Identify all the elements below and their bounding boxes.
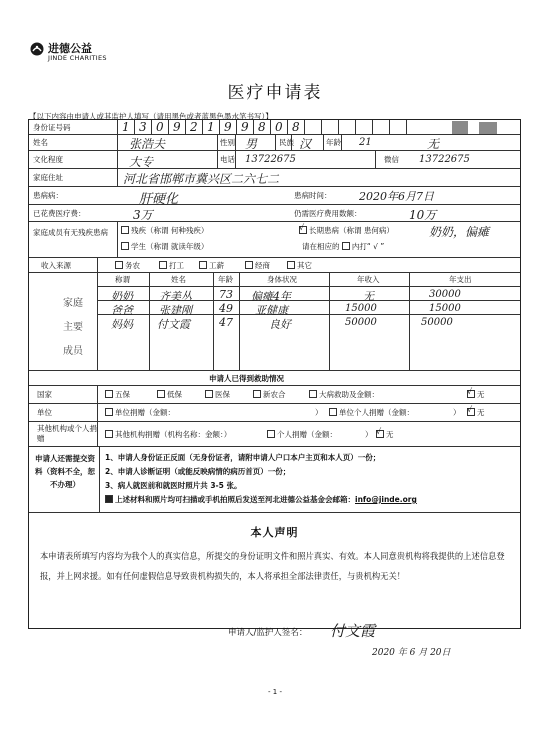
aid-header: 申请人已得到救助情况 [209, 374, 284, 383]
income-option-farming[interactable]: 务农 [115, 261, 140, 271]
value-spent: 3万 [133, 208, 153, 222]
form-title: 医疗申请表 [227, 83, 323, 103]
value-age: 21 [359, 137, 372, 148]
label-required-docs: 申请人还需提交资料（资料不全，恕不办理） [35, 454, 95, 489]
tick-hint: 请在相应的 内打“ √ ” [302, 242, 385, 251]
member-2-relation: 爸爸 [111, 304, 133, 317]
col-income: 年收入 [357, 275, 380, 284]
member-3-relation: 妈妈 [111, 318, 133, 331]
value-address: 河北省邯郸市冀兴区二六七二 [123, 172, 280, 186]
label-name: 姓名 [33, 138, 48, 147]
col-name: 姓名 [171, 275, 186, 284]
value-need: 10万 [409, 208, 437, 222]
label-address: 家庭住址 [33, 173, 63, 182]
doc-item-2: 2、申请人诊断证明（或能反映病情的病历首页）一份； [105, 467, 291, 476]
member-1-relation: 奶奶 [111, 290, 133, 303]
page-number: - 1 - [268, 688, 282, 696]
declaration-title: 本人声明 [250, 526, 299, 539]
value-chronic-detail: 奶奶，偏瘫 [429, 225, 490, 239]
member-3-age: 47 [219, 316, 233, 329]
member-2-age: 49 [219, 302, 233, 315]
value-wechat: 13722675 [419, 154, 470, 165]
label-family-disabled: 家庭成员有无残疾患病 [33, 228, 108, 237]
redaction-block [452, 121, 468, 134]
doc-item-1: 1、申请人身份证正反面（无身份证者，请附申请人户口本户主页和本人页）一份； [105, 453, 381, 462]
country-wubao[interactable]: 五保 [105, 390, 130, 400]
member-1-expense: 30000 [429, 289, 461, 300]
income-option-salary[interactable]: 工薪 [199, 261, 224, 271]
value-ethnicity: 汉 [299, 137, 312, 151]
member-1-name: 齐美丛 [159, 290, 192, 303]
member-2-expense: 15000 [429, 303, 461, 314]
label-diagnosis-date: 患病时间： [294, 191, 332, 200]
fill-instruction: 【以下内容由申请人或其监护人填写（请用黑色或者蓝黑色墨水笔书写）】 [29, 112, 273, 121]
label-disease: 患病病： [33, 191, 63, 200]
label-other-orgs: 其他机构或个人捐赠 [37, 424, 97, 443]
label-employer: 单位 [37, 408, 52, 417]
jinde-logo-mark-icon [30, 42, 44, 56]
income-option-business[interactable]: 经商 [245, 261, 270, 271]
value-disease: 肝硬化 [139, 192, 179, 207]
other-none[interactable]: √ 无 [376, 427, 394, 439]
option-chronic[interactable]: √ 长期患病（称谓 患何病） [299, 223, 394, 235]
option-disabled[interactable]: 残疾（称谓 何种残疾） [121, 226, 208, 236]
label-gender: 性别 [220, 138, 235, 147]
label-id-number: 身份证号码 [33, 123, 71, 132]
member-1-health: 偏瘫4年 [251, 290, 291, 303]
value-extra-none: 无 [427, 137, 440, 151]
doc-item-3: 3、病人就医前和就医时照片共 3-5 张。 [105, 481, 242, 490]
doc-item-email: 上述材料和照片均可扫描或手机拍照后发送至河北进德公益基金会邮箱：info@jinde.org [105, 495, 417, 505]
label-income-source: 收入来源 [41, 261, 71, 270]
label-signature: 申请人/监护人签名： [228, 628, 308, 638]
other-personal-close: ） [365, 430, 373, 439]
declaration-text: 本申请表所填写内容均为我个人的真实信息，所提交的身份证明文件和照片真实、有效。本人同意贵机构将我提供的上述信息登报，并上网求援。如有任何虚假信息导致贵机构损失的，本人将承担全部法律责任，与贵机构无关！ [40, 551, 505, 581]
col-health: 身体状况 [267, 275, 297, 284]
col-relation: 称谓 [115, 275, 130, 284]
country-none[interactable]: √ 无 [467, 387, 485, 399]
label-age: 年龄 [326, 138, 341, 147]
member-2-income: 15000 [345, 303, 377, 314]
label-phone: 电话 [220, 155, 235, 164]
option-student[interactable]: 学生（称谓 就读年级） [121, 242, 208, 252]
employer-donation[interactable]: 单位捐赠（金额： [105, 408, 175, 418]
employer-personal-close: ） [453, 408, 461, 417]
value-diagnosis-date: 2020年6月7日 [359, 190, 434, 203]
member-3-health: 良好 [269, 318, 291, 331]
email-link[interactable]: info@jinde.org [355, 495, 417, 504]
country-critical-illness[interactable]: 大病救助及金额： [309, 390, 379, 400]
id-digits: 1 3 0 9 2 1 9 9 8 0 8 [122, 120, 300, 134]
logo-text-en: JINDE CHARITIES [48, 54, 107, 62]
member-1-income: 无 [363, 290, 374, 303]
value-signature: 付文霞 [330, 622, 376, 640]
value-name: 张浩夫 [129, 137, 166, 151]
country-yibao[interactable]: 医保 [205, 390, 230, 400]
value-gender: 男 [245, 137, 258, 151]
employer-personal-donation[interactable]: 单位个人捐赠（金额： [329, 408, 414, 418]
country-xinnonghe[interactable]: 新农合 [253, 390, 286, 400]
label-education: 文化程度 [33, 155, 63, 164]
label-need: 仍需医疗费用数额： [294, 209, 362, 218]
value-education: 大专 [129, 155, 154, 169]
other-org-donation[interactable]: 其他机构捐赠（机构名称：金额：） [105, 430, 231, 440]
col-age: 年龄 [218, 275, 233, 284]
income-option-other[interactable]: 其它 [287, 261, 312, 271]
member-3-income: 50000 [345, 317, 377, 328]
value-phone: 13722675 [245, 154, 296, 165]
label-wechat: 微信 [384, 155, 399, 164]
logo-text-cn: 进德公益 [48, 42, 92, 55]
other-personal-donation[interactable]: 个人捐赠（金额： [267, 430, 337, 440]
col-expense: 年支出 [449, 275, 472, 284]
employer-donation-close: ） [315, 408, 323, 417]
member-2-name: 张建刚 [159, 304, 192, 317]
value-sign-date: 2020 年 6 月 20日 [372, 648, 451, 658]
income-option-labor[interactable]: 打工 [159, 261, 184, 271]
member-1-age: 73 [219, 288, 233, 301]
label-spent: 已花费医疗费： [33, 209, 86, 218]
label-family-members: 家庭主要成员 [63, 298, 83, 357]
redaction-block-id-end [479, 122, 497, 134]
label-country: 国家 [37, 390, 52, 399]
member-3-name: 付文霞 [157, 318, 190, 331]
employer-none[interactable]: √ 无 [467, 405, 485, 417]
member-3-expense: 50000 [421, 317, 453, 328]
member-2-health: 亚健康 [255, 304, 288, 317]
label-ethnicity: 民族 [279, 138, 294, 147]
country-dibao[interactable]: 低保 [157, 390, 182, 400]
